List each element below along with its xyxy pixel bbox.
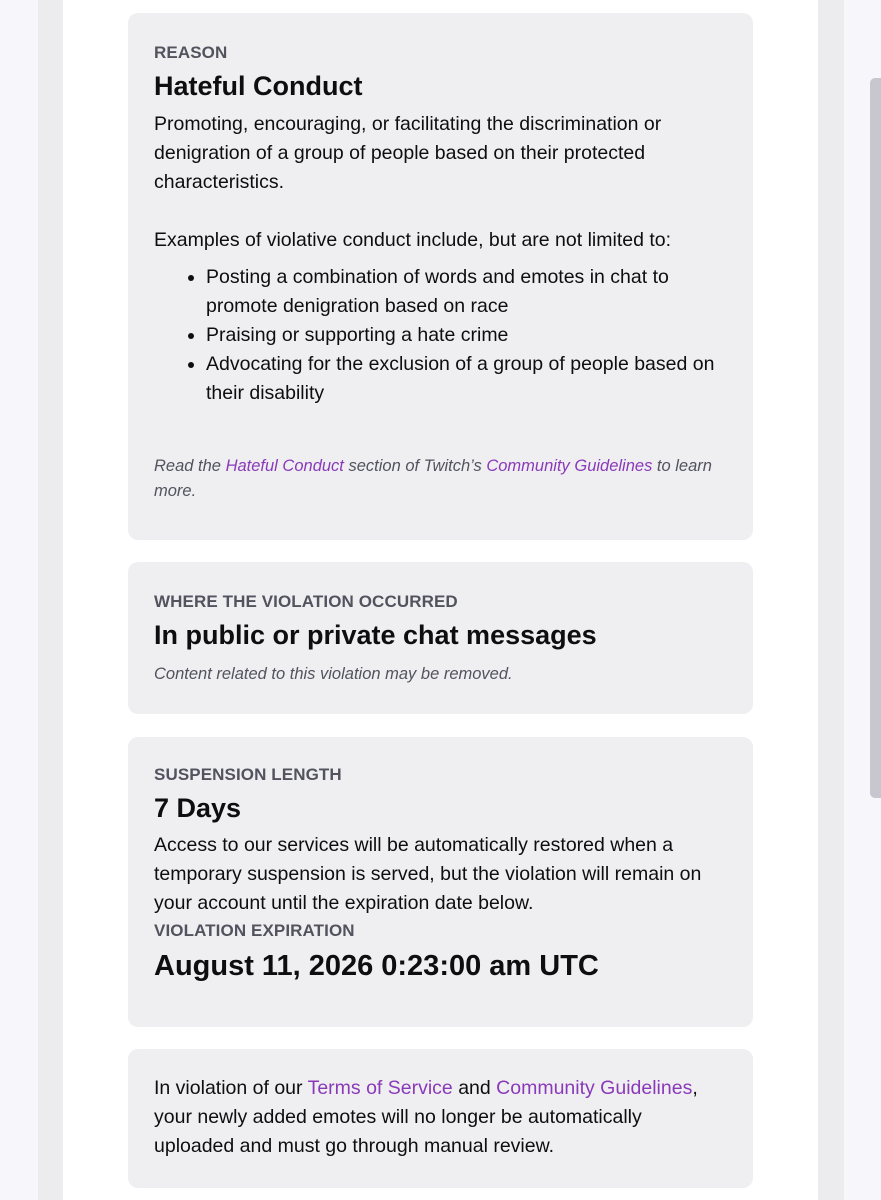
- list-item: • Posting a combination of words and emotes in chat to promote denigration based on race: [206, 263, 727, 321]
- location-note: Content related to this violation may be removed.: [154, 665, 513, 683]
- expiration-label: VIOLATION EXPIRATION: [154, 921, 355, 940]
- location-label: WHERE THE VIOLATION OCCURRED: [154, 592, 458, 611]
- reason-description: Promoting, encouraging, or facilitating the discrimination or denigration of a group of people based on their protected characteristics.: [154, 113, 662, 193]
- emotes-prefix: In violation of our: [154, 1077, 308, 1099]
- suspension-card: [128, 737, 753, 1027]
- community-guidelines-link[interactable]: Community Guidelines: [486, 457, 653, 475]
- left-gutter: [38, 0, 63, 1200]
- terms-of-service-link[interactable]: Terms of Service: [307, 1077, 453, 1099]
- left-background: [0, 0, 38, 1200]
- list-item: • Advocating for the exclusion of a group of people based on their disability: [206, 350, 727, 408]
- note-prefix: Read the: [154, 457, 226, 475]
- note-middle: section of Twitch’s: [343, 457, 487, 475]
- reason-card: [128, 13, 753, 540]
- note-suffix: to learn more.: [154, 457, 712, 500]
- suspension-description: Access to our services will be automatically restored when a temporary suspension is served, but the violation will remain on your account until the expiration date below.: [154, 834, 702, 914]
- emotes-card: [128, 1049, 753, 1188]
- examples-intro: Examples of violative conduct include, but are not limited to:: [154, 229, 672, 251]
- examples-list: [154, 263, 727, 408]
- emotes-middle: and: [452, 1077, 497, 1099]
- guidelines-note: [154, 454, 727, 504]
- hateful-conduct-link[interactable]: Hateful Conduct: [225, 457, 344, 475]
- community-guidelines-link[interactable]: Community Guidelines: [496, 1077, 693, 1099]
- location-card: [128, 562, 753, 714]
- right-gutter: [818, 0, 844, 1200]
- scrollbar-thumb[interactable]: [870, 78, 881, 798]
- emotes-notice: [154, 1074, 727, 1161]
- expiration-value: August 11, 2026 0:23:00 am UTC: [154, 950, 599, 982]
- list-item: • Praising or supporting a hate crime: [206, 321, 727, 350]
- emotes-suffix: , your newly added emotes will no longer be automatically uploaded and must go through manual review.: [154, 1077, 698, 1157]
- reason-title: Hateful Conduct: [154, 71, 363, 101]
- suspension-title: 7 Days: [154, 793, 242, 823]
- suspension-label: SUSPENSION LENGTH: [154, 765, 342, 784]
- reason-label: REASON: [154, 43, 228, 62]
- location-title: In public or private chat messages: [154, 620, 597, 650]
